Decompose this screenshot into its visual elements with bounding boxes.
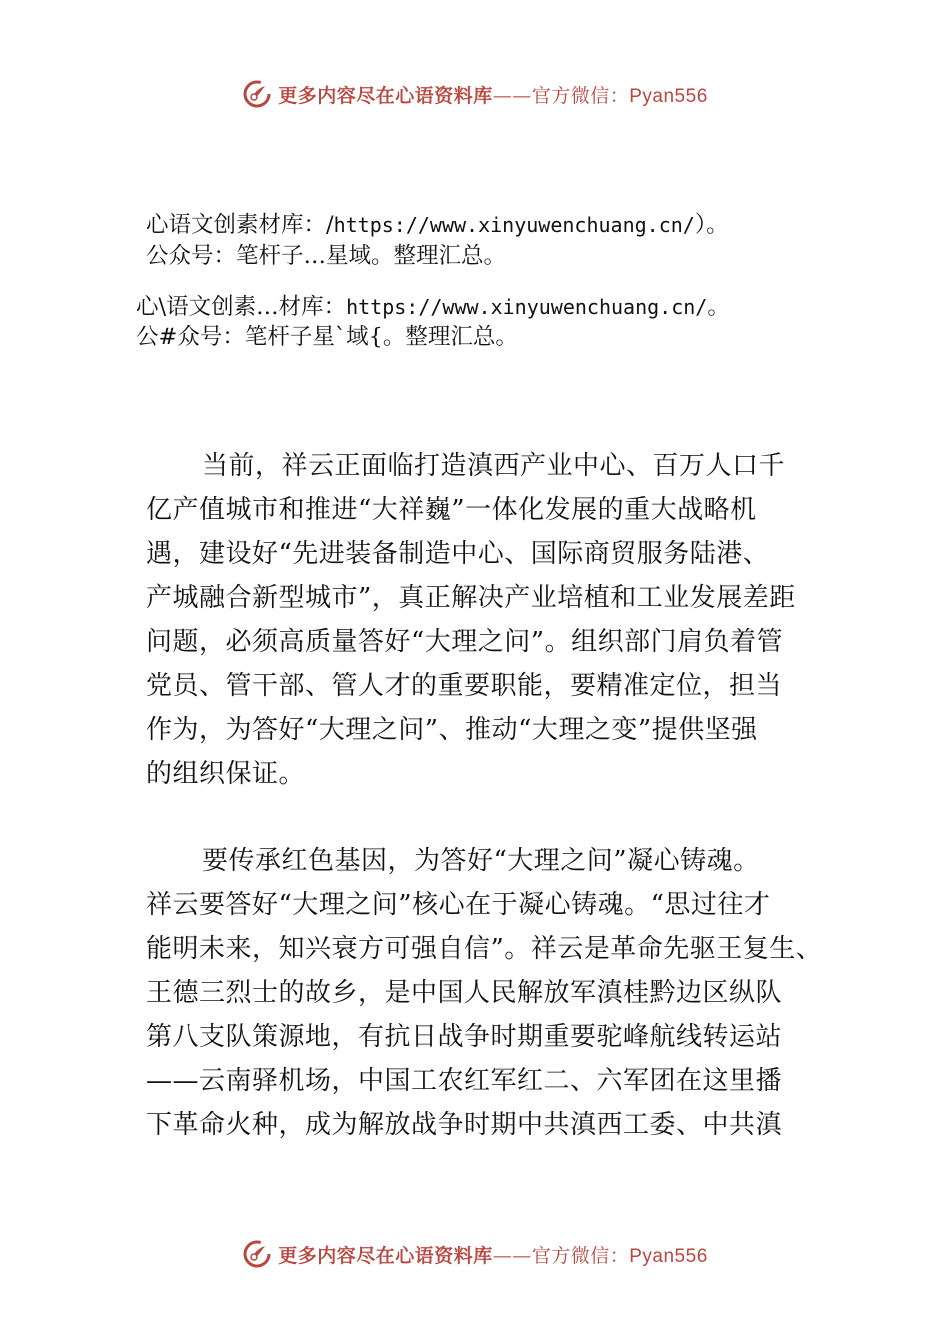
banner-highlight: 更多内容尽在心语资料库 <box>278 84 493 107</box>
paragraph-line: 王德三烈士的故乡，是中国人民解放军滇桂黔边区纵队 <box>146 978 783 1008</box>
paragraph-line: 第八支队策源地，有抗日战争时期重要驼峰航线转运站 <box>146 1022 783 1052</box>
brush-circle-logo-icon <box>242 79 272 109</box>
paragraph-line: 的组织保证。 <box>146 759 306 789</box>
banner-separator: —— <box>492 84 532 107</box>
paragraph-1 <box>146 444 814 796</box>
banner-account: Pyan556 <box>629 85 708 107</box>
header-banner <box>0 74 950 114</box>
footer-banner <box>0 1234 950 1274</box>
paragraph-line: 当前，祥云正面临打造滇西产业中心、百万人口千 <box>202 451 786 481</box>
paragraph-line: 产城融合新型城市”，真正解决产业培植和工业发展差距 <box>146 583 796 613</box>
source-1-prefix: 心语文创素材库：/ <box>146 212 334 238</box>
paragraph-line: 党员、管干部、管人才的重要职能，要精准定位，担当 <box>146 671 783 701</box>
source-2-line-2: 公#众号：笔杆子星`域{。整理汇总。 <box>136 324 518 350</box>
paragraph-line: 遇，建设好“先进装备制造中心、国际商贸服务陆港、 <box>146 539 770 569</box>
paragraph-line: 要传承红色基因，为答好“大理之问”凝心铸魂。 <box>202 846 760 876</box>
paragraph-line: 下革命火种，成为解放战争时期中共滇西工委、中共滇 <box>146 1110 783 1140</box>
banner-highlight: 更多内容尽在心语资料库 <box>278 1244 493 1267</box>
paragraph-line: 祥云要答好“大理之问”核心在于凝心铸魂。“思过往才 <box>146 890 771 920</box>
banner-account: Pyan556 <box>629 1245 708 1267</box>
source-1-line-2: 公众号：笔杆子…星域。整理汇总。 <box>146 243 507 269</box>
banner-text <box>278 1241 708 1268</box>
paragraph-line: 能明未来，知兴衰方可强自信”。祥云是革命先驱王复生、 <box>146 934 823 964</box>
paragraph-2 <box>146 839 823 1147</box>
source-2-prefix: 心\语文创素…材库： <box>136 294 347 320</box>
paragraph-line: 问题，必须高质量答好“大理之问”。组织部门肩负着管 <box>146 627 784 657</box>
brush-circle-logo-icon <box>242 1239 272 1269</box>
source-2-line-1 <box>136 292 730 322</box>
source-1-suffix: ）。 <box>694 212 729 238</box>
paragraph-line: 亿产值城市和推进“大祥巍”一体化发展的重大战略机 <box>146 495 757 525</box>
source-1-url: https://www.xinyuwenchuang.cn/ <box>333 213 695 237</box>
banner-label: 官方微信： <box>531 84 630 107</box>
paragraph-line: ——云南驿机场，中国工农红军红二、六军团在这里播 <box>146 1066 783 1096</box>
banner-separator: —— <box>492 1244 532 1267</box>
source-2-suffix: 。 <box>707 294 730 320</box>
banner-label: 官方微信： <box>531 1244 630 1267</box>
source-1-line-1 <box>146 210 729 240</box>
paragraph-line: 作为，为答好“大理之问”、推动“大理之变”提供坚强 <box>146 715 758 745</box>
source-2-url: https://www.xinyuwenchuang.cn/ <box>346 295 708 319</box>
banner-text <box>278 81 708 108</box>
